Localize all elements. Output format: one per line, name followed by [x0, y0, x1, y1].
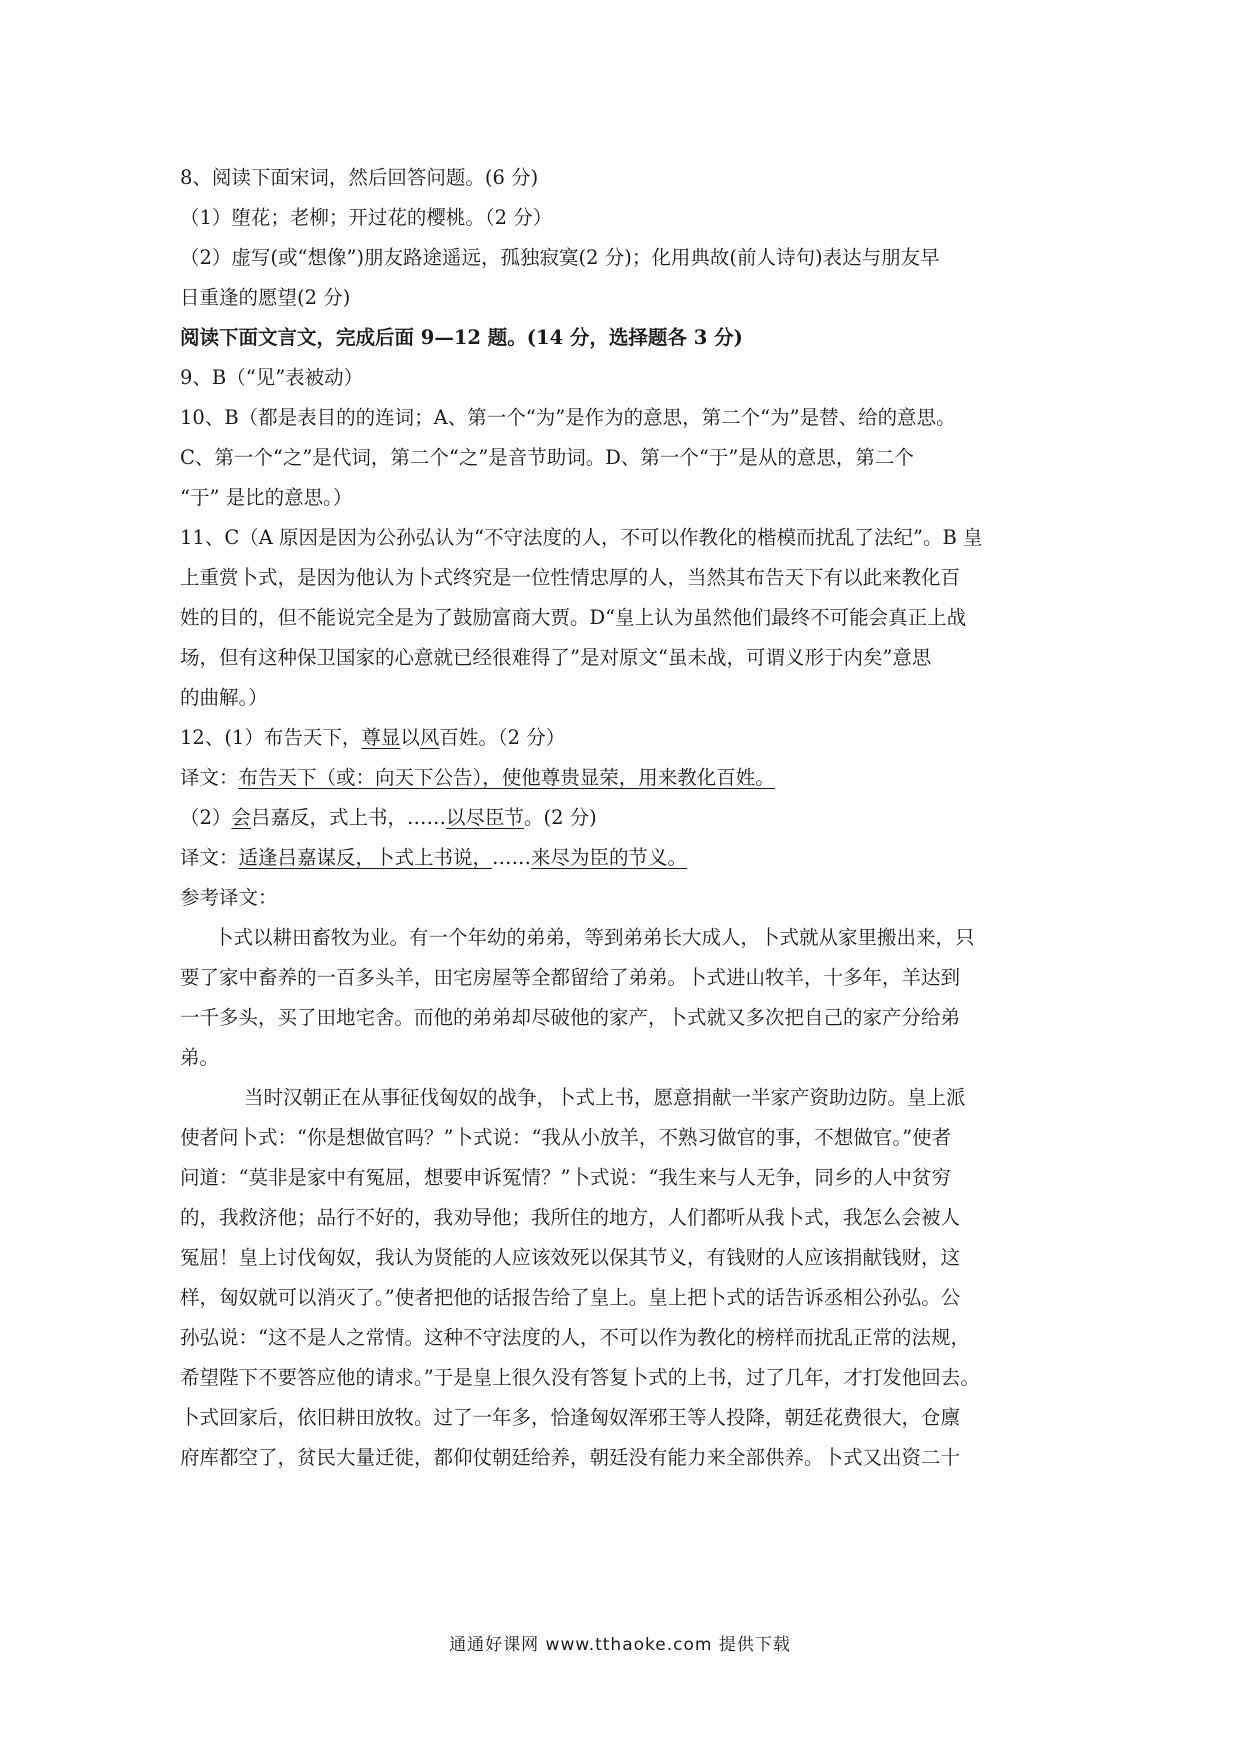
- q10-line-3: “于” 是比的意思。）: [180, 486, 353, 509]
- q12-part-1-keyword: 尊显: [361, 726, 401, 749]
- para2-line: 府库都空了，贫民大量迁徙，都仰仗朝廷给养，朝廷没有能力来全部供养。卜式又出资二十: [180, 1446, 961, 1469]
- q12-part-2-keyword-2: 以尽臣节: [445, 806, 524, 829]
- para2-line: 问道：“莫非是家中有冤屈，想要申诉冤情？”卜式说：“我生来与人无争，同乡的人中贫穷: [180, 1166, 951, 1189]
- q12-part-1: [180, 718, 1080, 758]
- q8-answer-2-line-1: （2）虚写(或“想像”)朋友路途遥远，孤独寂寞(2 分)；化用典故(前人诗句)表达与朋友早: [180, 246, 940, 269]
- para2-line: 使者问卜式：“你是想做官吗？”卜式说：“我从小放羊，不熟习做官的事，不想做官。”使者: [180, 1126, 952, 1149]
- para2-line: 的，我救济他；品行不好的，我劝导他；我所住的地方，人们都听从我卜式，我怎么会被人: [180, 1206, 961, 1229]
- q12-part-2: [180, 798, 1080, 838]
- q10-line-2: C、第一个“之”是代词，第二个“之”是音节助词。D、第一个“于”是从的意思，第二个: [180, 446, 914, 469]
- translation-label: 译文：: [180, 766, 239, 789]
- q11-line-4: 场，但有这种保卫国家的心意就已经很难得了”是对原文“虽未战，可谓义形于内矣”意思: [180, 646, 932, 669]
- q12-translation-1: [180, 758, 1080, 798]
- q12-part-1-mid: 以: [400, 726, 420, 749]
- para2-line: 孙弘说：“这不是人之常情。这种不守法度的人，不可以作为教化的榜样而扰乱正常的法规，: [180, 1326, 970, 1349]
- q12-part-1-keyword-2: 风: [419, 726, 440, 749]
- q11-line-2: 上重赏卜式，是因为他认为卜式终究是一位性情忠厚的人，当然其布告天下有以此来教化百: [180, 566, 961, 589]
- para2-line: 希望陛下不要答应他的请求。”于是皇上很久没有答复卜式的上书，过了几年，才打发他回去。: [180, 1366, 980, 1389]
- translation-text: 适逢吕嘉谋反，卜式上书说，: [238, 846, 493, 869]
- q10-line-1: 10、B（都是表目的的连词；A、第一个“为”是作为的意思，第二个“为”是替、给的意思。: [180, 406, 956, 429]
- section-heading: 阅读下面文言文，完成后面 9—12 题。(14 分，选择题各 3 分): [180, 326, 743, 349]
- q12-part-2-mid: 吕嘉反，式上书，……: [250, 806, 446, 829]
- q12-translation-2: [180, 838, 1080, 878]
- para1-line: 弟。: [180, 1046, 220, 1069]
- q12-part-2-prefix: （2）: [180, 806, 232, 829]
- para2-line: 样，匈奴就可以消灭了。”使者把他的话报告给了皇上。皇上把卜式的话告诉丞相公孙弘。公: [180, 1286, 961, 1309]
- q8-answer-2-line-2: 日重逢的愿望(2 分): [180, 286, 351, 309]
- reference-label: 参考译文：: [180, 886, 278, 909]
- para1-line: 卜式以耕田畜牧为业。有一个年幼的弟弟，等到弟弟长大成人，卜式就从家里搬出来，只: [214, 926, 975, 949]
- q11-line-1: 11、C（A 原因是因为公孙弘认为“不守法度的人，不可以作教化的楷模而扰乱了法纪”。B 皇: [180, 526, 983, 549]
- para1-line: 要了家中畜养的一百多头羊，田宅房屋等全都留给了弟弟。卜式进山牧羊，十多年，羊达到: [180, 966, 961, 989]
- page-footer: 通通好课网 www.tthaoke.com 提供下载: [449, 1635, 791, 1655]
- translation-text: 布告天下（或：向天下公告），使他尊贵显荣，用来教化百姓。: [238, 766, 775, 789]
- answer-content: [180, 158, 1080, 1478]
- q8-answer-1: （1）堕花；老柳；开过花的樱桃。（2 分）: [180, 206, 553, 229]
- q8-title: 8、阅读下面宋词，然后回答问题。(6 分): [180, 166, 539, 189]
- para2-line: 当时汉朝正在从事征伐匈奴的战争，卜式上书，愿意捐献一半家产资助边防。皇上派: [244, 1086, 966, 1109]
- q12-part-1-suffix: 百姓。（2 分）: [439, 726, 566, 749]
- para1-line: 一千多头，买了田地宅舍。而他的弟弟却尽破他的家产，卜式就又多次把自己的家产分给弟: [180, 1006, 961, 1029]
- para2-line: 卜式回家后，依旧耕田放牧。过了一年多，恰逢匈奴浑邪王等人投降，朝廷花费很大，仓廪: [180, 1406, 961, 1429]
- translation-ellipsis: ……: [492, 846, 532, 869]
- translation-text-2: 来尽为臣的节义。: [531, 846, 688, 869]
- q9-answer: 9、B（“见”表被动）: [180, 366, 364, 389]
- translation-label: 译文：: [180, 846, 239, 869]
- q12-part-1-prefix: 12、(1）布告天下，: [180, 726, 362, 749]
- q11-line-3: 姓的目的，但不能说完全是为了鼓励富商大贾。D“皇上认为虽然他们最终不可能会真正上战: [180, 606, 967, 629]
- q11-line-5: 的曲解。）: [180, 686, 268, 709]
- q12-part-2-keyword: 会: [231, 806, 251, 829]
- q12-part-2-suffix: 。(2 分): [523, 806, 597, 829]
- para2-line: 冤屈！皇上讨伐匈奴，我认为贤能的人应该效死以保其节义，有钱财的人应该捐献钱财，这: [180, 1246, 961, 1269]
